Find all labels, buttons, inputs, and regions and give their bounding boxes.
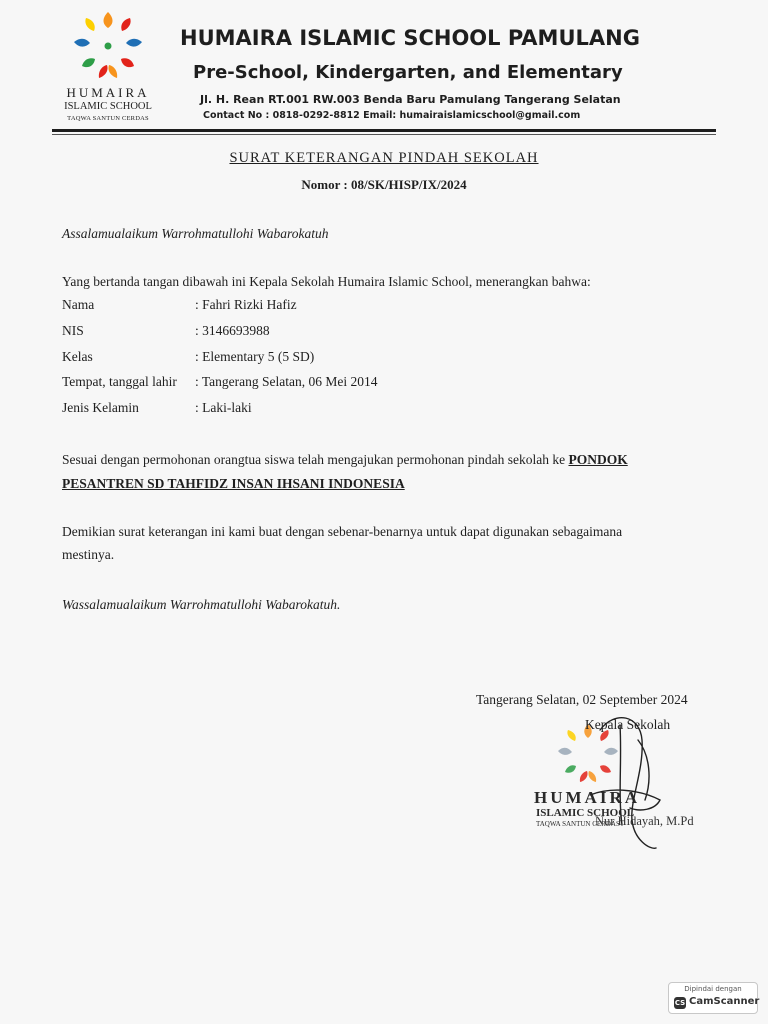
field-label-gender: Jenis Kelamin (62, 400, 139, 415)
logo-wordmark: HUMAIRA (66, 85, 150, 100)
school-name: HUMAIRA ISLAMIC SCHOOL PAMULANG (180, 26, 640, 50)
field-label-nama: Nama (62, 297, 95, 312)
closing-line1: Demikian surat keterangan ini kami buat dengan sebenar-benarnya untuk dapat digunakan sebagaimana (62, 524, 623, 539)
farewell: Wassalamualaikum Warrohmatullohi Wabarokatuh. (62, 597, 341, 612)
stamp-subtitle: ISLAMIC SCHOOL (536, 807, 635, 819)
greeting: Assalamualaikum Warrohmatullohi Wabarokatuh (62, 226, 329, 241)
stamp-tagline: TAQWA SANTUN CERDAS (536, 820, 620, 828)
school-contact: Contact No : 0818-0292-8812 Email: humairaislamicschool@gmail.com (203, 110, 581, 121)
logo-tagline: TAQWA SANTUN CERDAS (67, 115, 149, 122)
letter-title (0, 150, 768, 167)
field-label-nis: NIS (62, 323, 84, 338)
field-value-ttl: : Tangerang Selatan, 06 Mei 2014 (195, 374, 378, 389)
signature-place-date: Tangerang Selatan, 02 September 2024 (476, 692, 688, 707)
handwritten-signature (560, 700, 680, 860)
letter-title-text: SURAT KETERANGAN PINDAH SEKOLAH (229, 150, 539, 166)
field-value-nama: : Fahri Rizki Hafiz (195, 297, 297, 312)
field-value-nis: : 3146693988 (195, 323, 270, 338)
request-text: Sesuai dengan permohonan orangtua siswa telah mengajukan permohonan pindah sekolah ke (62, 452, 569, 467)
closing-line2: mestinya. (62, 547, 115, 562)
stamp-wordmark: HUMAIRA (534, 788, 640, 807)
camscanner-watermark (668, 982, 758, 1014)
school-crest-icon (62, 8, 154, 84)
destination-school-part2: PESANTREN SD TAHFIDZ INSAN IHSANI INDONESIA (62, 476, 405, 491)
watermark-top-text: Dipindai dengan (684, 985, 742, 993)
field-value-gender: : Laki-laki (195, 400, 252, 415)
request-paragraph-line1 (62, 452, 628, 468)
field-label-ttl: Tempat, tanggal lahir (62, 374, 177, 389)
header-divider (52, 129, 716, 132)
destination-school-part1: PONDOK (568, 452, 628, 467)
school-logo (58, 8, 158, 124)
watermark-brand: CamScanner (689, 996, 760, 1007)
logo-subtitle: ISLAMIC SCHOOL (64, 101, 152, 112)
field-value-kelas: : Elementary 5 (5 SD) (195, 349, 315, 364)
camscanner-icon: CS (674, 999, 686, 1007)
school-address: Jl. H. Rean RT.001 RW.003 Benda Baru Pamulang Tangerang Selatan (200, 93, 621, 106)
header-divider-thin (52, 134, 716, 135)
signature-role: Kepala Sekolah (585, 717, 671, 732)
signature-name: Nur Hidayah, M.Pd (595, 814, 694, 828)
intro-text: Yang bertanda tangan dibawah ini Kepala Sekolah Humaira Islamic School, menerangkan bahwa: (62, 274, 591, 289)
school-levels: Pre-School, Kindergarten, and Elementary (193, 62, 623, 83)
field-label-kelas: Kelas (62, 349, 93, 364)
letter-number: Nomor : 08/SK/HISP/IX/2024 (301, 177, 467, 192)
